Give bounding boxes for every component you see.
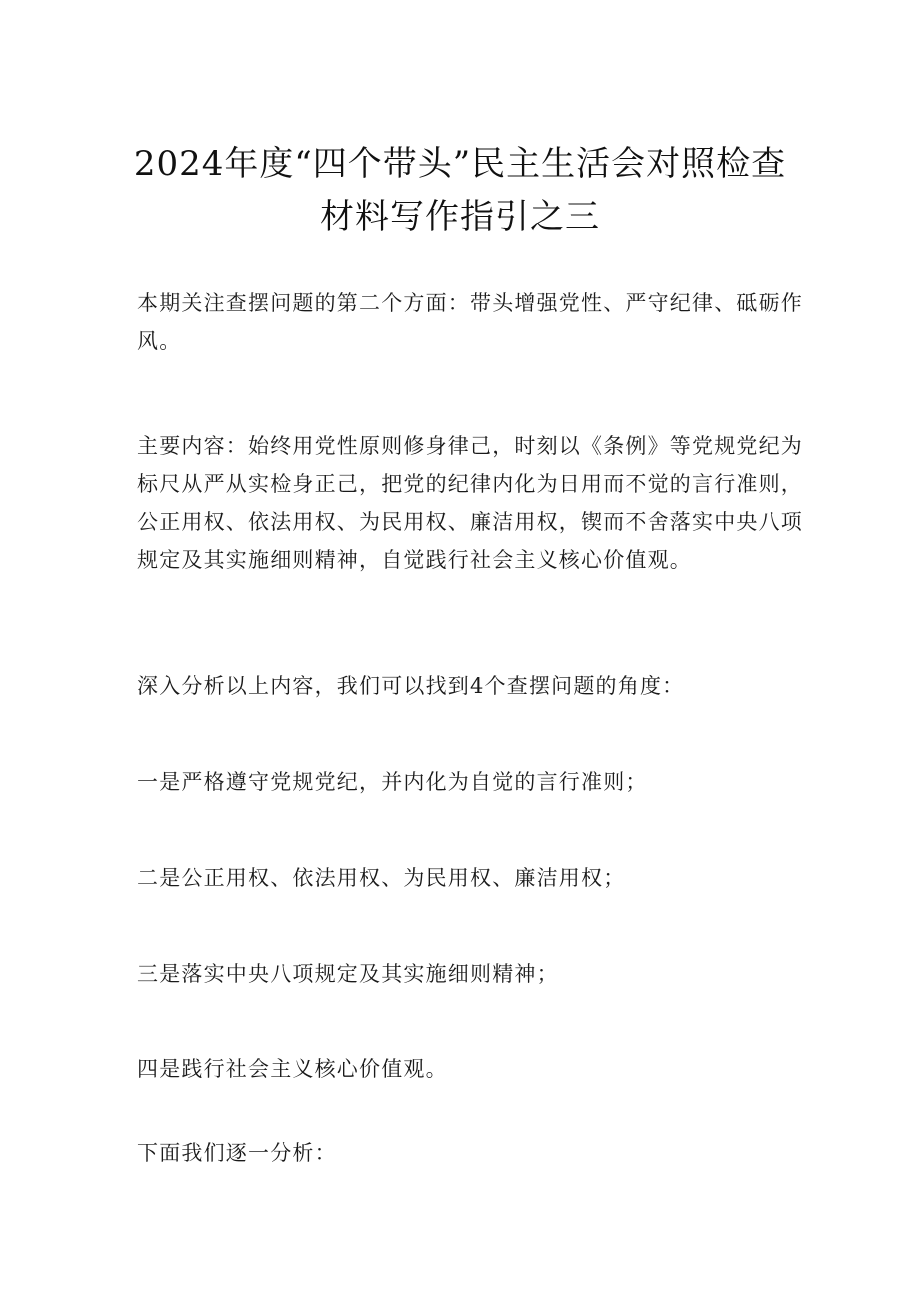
paragraph-focus xyxy=(137,284,803,360)
paragraph-line: 规定及其实施细则精神，自觉践行社会主义核心价值观。 xyxy=(137,548,692,572)
paragraph-line: 二是公正用权、依法用权、为民用权、廉洁用权； xyxy=(137,866,626,890)
paragraph-line: 一是严格遵守党规党纪，并内化为自觉的言行准则； xyxy=(137,770,648,794)
paragraph-main-content xyxy=(137,427,803,579)
paragraph-line: 本期关注查摆问题的第二个方面：带头增强党性、严守纪律、砥砺作 xyxy=(137,291,803,315)
paragraph-line: 三是落实中央八项规定及其实施细则精神； xyxy=(137,962,559,986)
paragraph-line: 四是践行社会主义核心价值观。 xyxy=(137,1057,448,1081)
paragraph-next xyxy=(137,1134,787,1172)
paragraph-line: 标尺从严从实检身正己，把党的纪律内化为日用而不觉的言行准则， xyxy=(137,472,803,496)
paragraph-line: 主要内容：始终用党性原则修身律己，时刻以《条例》等党规党纪为 xyxy=(137,434,803,458)
paragraph-line: 风。 xyxy=(137,329,182,353)
paragraph-point-3 xyxy=(137,955,787,993)
paragraph-line: 公正用权、依法用权、为民用权、廉洁用权，锲而不舍落实中央八项 xyxy=(137,510,803,534)
paragraph-line: 深入分析以上内容，我们可以找到4个查摆问题的角度： xyxy=(137,674,685,698)
paragraph-point-1 xyxy=(137,763,787,801)
paragraph-point-2 xyxy=(137,859,787,897)
document-title-line-1: 2024年度“四个带头”民主生活会对照检查 xyxy=(133,144,787,184)
paragraph-point-4 xyxy=(137,1050,787,1088)
paragraph-line: 下面我们逐一分析： xyxy=(137,1141,337,1165)
paragraph-analysis xyxy=(137,667,787,705)
document-title-line-2: 材料写作指引之三 xyxy=(320,197,600,237)
